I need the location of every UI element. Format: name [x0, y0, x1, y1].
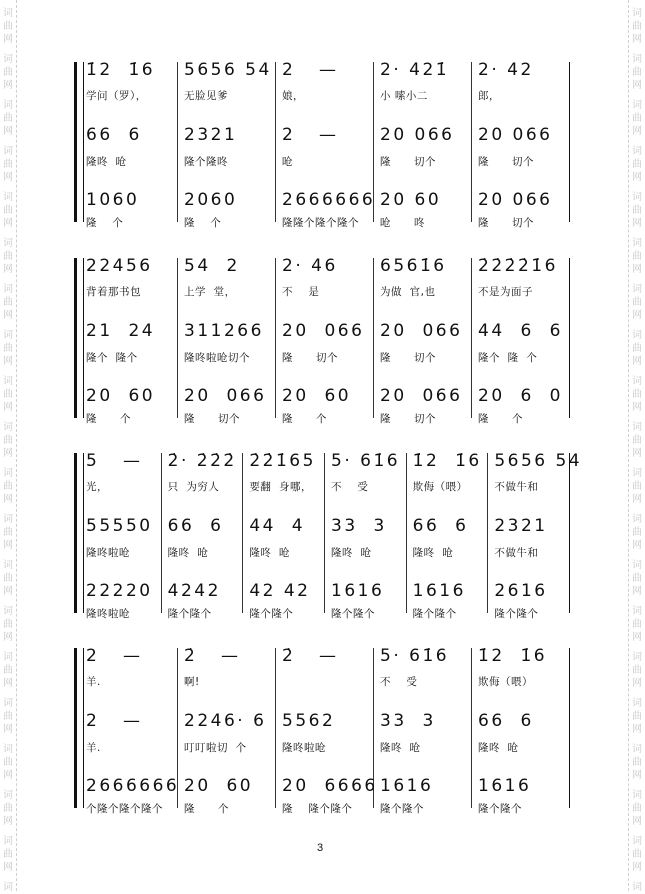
watermark-char: 网	[3, 632, 13, 643]
watermark-char: 曲	[632, 205, 642, 216]
measure	[178, 646, 276, 815]
second-part-lyric: 隆 切个	[380, 352, 437, 364]
melody-lyric: 不是为面子	[478, 286, 533, 298]
watermark-char: 网	[3, 770, 13, 781]
watermark-char: 网	[3, 494, 13, 505]
second-part-notes: 44 4	[249, 516, 306, 536]
measure	[325, 451, 407, 620]
watermark-char: 词	[3, 514, 13, 525]
measure	[472, 256, 570, 425]
second-part-notes: 33 3	[331, 516, 387, 536]
second-part-lyric: 呛	[282, 156, 293, 168]
watermark-char: 网	[3, 724, 13, 735]
watermark-char: 网	[3, 34, 13, 45]
percussion-notes: 22220	[86, 581, 153, 601]
watermark-char: 词	[632, 330, 642, 341]
watermark-char: 词	[632, 560, 642, 571]
watermark-char: 曲	[632, 159, 642, 170]
watermark-char: 词	[3, 100, 13, 111]
percussion-lyric: 隆 切个	[184, 413, 241, 425]
second-part-lyric: 隆个 隆 个	[478, 352, 538, 364]
percussion-notes: 20 60	[184, 776, 254, 796]
melody-notes: 1̇2 1̇6	[412, 451, 482, 471]
watermark-char: 词	[3, 468, 13, 479]
watermark-char: 曲	[3, 665, 13, 676]
watermark-right	[628, 0, 645, 891]
watermark-char: 词	[632, 836, 642, 847]
watermark-char: 词	[3, 698, 13, 709]
percussion-lyric: 隆隆个隆个隆个	[282, 217, 359, 229]
watermark-char: 词	[3, 192, 13, 203]
watermark-char: 词	[3, 238, 13, 249]
melody-lyric: 郎，	[478, 90, 500, 102]
melody-notes: 2· 46	[282, 256, 338, 276]
second-part-notes: 44 6 6	[478, 321, 563, 341]
measure	[80, 646, 180, 815]
second-part-lyric: 隆咚啦呛	[86, 547, 130, 559]
melody-lyric: 背着那书包	[86, 286, 141, 298]
percussion-lyric: 隆 个	[86, 413, 132, 425]
second-part-notes: 2321	[494, 516, 548, 536]
melody-notes: 1̇2 1̇6	[478, 646, 548, 666]
percussion-lyric: 个隆个隆个隆个	[86, 803, 163, 815]
measure	[472, 60, 570, 229]
percussion-notes: 20 066	[478, 190, 553, 210]
measure	[80, 256, 178, 425]
percussion-lyric: 隆 切个	[478, 217, 535, 229]
watermark-char: 词	[632, 790, 642, 801]
watermark-char: 词	[632, 882, 642, 893]
measure	[276, 256, 374, 425]
second-part-notes: 20 066	[380, 321, 463, 341]
melody-notes: 2· 42	[478, 60, 534, 80]
watermark-char: 网	[3, 816, 13, 827]
melody-notes: 2· 421̇	[380, 60, 450, 80]
watermark-char: 网	[632, 678, 642, 689]
watermark-char: 词	[632, 422, 642, 433]
watermark-char: 网	[3, 80, 13, 91]
measure	[162, 451, 244, 620]
percussion-lyric: 隆 隆个隆个	[282, 803, 353, 815]
watermark-char: 曲	[3, 113, 13, 124]
percussion-lyric: 隆咚啦呛	[86, 608, 130, 620]
watermark-char: 词	[632, 376, 642, 387]
percussion-notes: 4242	[167, 581, 221, 601]
watermark-char: 曲	[632, 711, 642, 722]
second-part-lyric: 隆咚 呛	[380, 742, 421, 754]
percussion-lyric: 隆 个	[282, 413, 328, 425]
melody-lyric: 羊.	[86, 676, 101, 688]
melody-notes: 2̇2̇2̇2̇1̇6	[478, 256, 558, 276]
second-part-lyric: 隆咚 呛	[478, 742, 519, 754]
watermark-char: 曲	[632, 343, 642, 354]
watermark-char: 网	[632, 540, 642, 551]
watermark-char: 网	[632, 80, 642, 91]
page-number: 3	[317, 842, 324, 854]
measure	[80, 60, 178, 229]
watermark-char: 曲	[3, 251, 13, 262]
watermark-char: 网	[632, 126, 642, 137]
watermark-char: 网	[3, 172, 13, 183]
melody-notes: 1̇2 1̇6	[86, 60, 156, 80]
percussion-notes: 2060	[184, 190, 238, 210]
melody-lyric: 小 嗦小二	[380, 90, 428, 102]
melody-notes: 2̇ —	[184, 646, 241, 666]
percussion-notes: 20 066	[184, 386, 267, 406]
second-part-notes: 2 —	[86, 711, 143, 731]
watermark-char: 曲	[632, 803, 642, 814]
second-part-lyric: 叮叮啦切 个	[184, 742, 247, 754]
percussion-lyric: 隆个隆个	[478, 803, 522, 815]
measure	[276, 60, 376, 229]
percussion-notes: 20 60	[380, 190, 442, 210]
watermark-char: 词	[3, 836, 13, 847]
second-part-lyric: 隆咚 呛	[86, 156, 127, 168]
second-part-lyric: 不做牛和	[494, 547, 539, 559]
melody-lyric: 要翻 身哪，	[249, 481, 313, 493]
watermark-char: 网	[3, 862, 13, 873]
watermark-char: 曲	[3, 711, 13, 722]
watermark-char: 词	[632, 192, 642, 203]
measure	[472, 646, 570, 815]
percussion-lyric: 隆 个	[184, 217, 222, 229]
watermark-char: 曲	[632, 619, 642, 630]
melody-notes: 2 —	[86, 646, 143, 666]
watermark-char: 网	[632, 448, 642, 459]
melody-notes: 2̇2̇1̇65	[249, 451, 316, 471]
percussion-lyric: 隆 切个	[380, 413, 437, 425]
melody-lyric: 只 为穷人	[167, 481, 220, 493]
second-part-notes: 33 3	[380, 711, 436, 731]
watermark-char: 曲	[632, 665, 642, 676]
melody-lyric: 学问（罗），	[86, 90, 147, 102]
watermark-char: 网	[632, 310, 642, 321]
second-part-notes: 2 —	[282, 125, 339, 145]
watermark-char: 曲	[3, 435, 13, 446]
second-part-notes: 21 24	[86, 321, 156, 341]
measure	[374, 646, 472, 815]
watermark-char: 词	[632, 698, 642, 709]
watermark-char: 词	[3, 284, 13, 295]
watermark-char: 网	[632, 402, 642, 413]
watermark-char: 曲	[3, 849, 13, 860]
watermark-char: 曲	[632, 389, 642, 400]
score-system	[74, 646, 570, 815]
percussion-notes: 20 60	[86, 386, 156, 406]
second-part-notes: 5562	[282, 711, 336, 731]
measure	[276, 646, 378, 815]
watermark-char: 网	[632, 632, 642, 643]
second-part-lyric: 隆 切个	[282, 352, 339, 364]
watermark-char: 曲	[3, 803, 13, 814]
measure	[374, 60, 472, 229]
second-part-lyric: 隆 切个	[380, 156, 437, 168]
watermark-char: 词	[3, 422, 13, 433]
second-part-lyric: 隆个 隆个	[86, 352, 138, 364]
melody-lyric: 光，	[86, 481, 108, 493]
measure	[80, 451, 162, 620]
measure	[374, 256, 472, 425]
watermark-char: 网	[3, 402, 13, 413]
melody-notes: 5656 54	[184, 60, 272, 80]
watermark-char: 曲	[632, 251, 642, 262]
melody-lyric: 不 受	[331, 481, 369, 493]
watermark-char: 词	[632, 100, 642, 111]
watermark-char: 曲	[632, 113, 642, 124]
second-part-notes: 20 066	[478, 125, 553, 145]
percussion-lyric: 隆个隆个	[331, 608, 375, 620]
watermark-char: 曲	[3, 757, 13, 768]
melody-notes: 2 —	[282, 60, 339, 80]
measure	[178, 60, 276, 229]
watermark-char: 网	[632, 770, 642, 781]
second-part-lyric: 隆个隆咚	[184, 156, 228, 168]
melody-notes: 54 2	[184, 256, 240, 276]
percussion-lyric: 呛 咚	[380, 217, 426, 229]
watermark-char: 曲	[632, 435, 642, 446]
measure	[178, 256, 276, 425]
watermark-left	[0, 0, 17, 891]
second-part-lyric: 隆 切个	[478, 156, 535, 168]
melody-lyric: 不 是	[282, 286, 320, 298]
watermark-char: 网	[632, 816, 642, 827]
percussion-notes: 1060	[86, 190, 140, 210]
watermark-char: 曲	[3, 21, 13, 32]
melody-lyric: 不 受	[380, 676, 418, 688]
watermark-char: 网	[632, 172, 642, 183]
watermark-char: 曲	[3, 67, 13, 78]
melody-lyric: 欺侮（喂）	[412, 481, 468, 493]
watermark-char: 词	[3, 376, 13, 387]
second-part-lyric: 隆咚啦呛切个	[184, 352, 250, 364]
second-part-notes: 311266	[184, 321, 264, 341]
watermark-char: 网	[632, 356, 642, 367]
watermark-char: 词	[3, 330, 13, 341]
melody-lyric: 娘，	[282, 90, 304, 102]
watermark-char: 网	[3, 218, 13, 229]
percussion-lyric: 隆个隆个	[167, 608, 212, 620]
watermark-char: 曲	[632, 67, 642, 78]
second-part-notes: 20 066	[282, 321, 365, 341]
percussion-lyric: 隆个隆个	[494, 608, 539, 620]
percussion-lyric: 隆 个	[184, 803, 230, 815]
percussion-lyric: 隆 个	[86, 217, 124, 229]
watermark-char: 词	[632, 54, 642, 65]
second-part-notes: 2246· 6	[184, 711, 267, 731]
watermark-char: 词	[3, 8, 13, 19]
score-system	[74, 451, 583, 620]
watermark-char: 词	[632, 238, 642, 249]
second-part-notes: 66 6	[412, 516, 469, 536]
percussion-notes: 1616	[331, 581, 385, 601]
percussion-notes: 2666666	[282, 190, 376, 210]
watermark-char: 词	[632, 146, 642, 157]
melody-notes: 22456	[86, 256, 153, 276]
percussion-notes: 20 066	[380, 386, 463, 406]
percussion-notes: 20 60	[282, 386, 352, 406]
melody-lyric: 啊!	[184, 676, 200, 688]
watermark-char: 曲	[3, 297, 13, 308]
percussion-notes: 1616	[412, 581, 466, 601]
percussion-lyric: 隆 个	[478, 413, 524, 425]
watermark-char: 曲	[632, 757, 642, 768]
watermark-char: 曲	[3, 389, 13, 400]
percussion-notes: 20 6666	[282, 776, 378, 796]
watermark-char: 网	[632, 724, 642, 735]
second-part-notes: 20 066	[380, 125, 455, 145]
watermark-char: 曲	[632, 527, 642, 538]
watermark-char: 曲	[3, 205, 13, 216]
second-part-lyric: 隆咚 呛	[249, 547, 291, 559]
watermark-char: 词	[3, 146, 13, 157]
percussion-notes: 1616	[380, 776, 434, 796]
watermark-char: 词	[632, 468, 642, 479]
watermark-char: 网	[632, 494, 642, 505]
watermark-char: 词	[632, 284, 642, 295]
watermark-char: 词	[3, 606, 13, 617]
watermark-char: 曲	[632, 573, 642, 584]
watermark-char: 网	[3, 678, 13, 689]
measure	[407, 451, 489, 620]
score-system	[74, 256, 570, 425]
watermark-char: 网	[632, 218, 642, 229]
percussion-notes: 2666666	[86, 776, 180, 796]
melody-lyric: 不做牛和	[494, 481, 539, 493]
watermark-char: 词	[3, 54, 13, 65]
second-part-lyric: 隆咚 呛	[167, 547, 209, 559]
second-part-notes: 66 6	[167, 516, 224, 536]
watermark-char: 词	[3, 790, 13, 801]
melody-lyric: 无脸见爹	[184, 90, 228, 102]
melody-notes: 5656 54	[494, 451, 583, 471]
watermark-char: 词	[632, 744, 642, 755]
watermark-char: 网	[632, 862, 642, 873]
watermark-char: 网	[632, 264, 642, 275]
second-part-lyric: 隆咚啦呛	[282, 742, 326, 754]
second-part-lyric: 羊.	[86, 742, 101, 754]
watermark-char: 词	[632, 606, 642, 617]
melody-lyric: 为做 官,也	[380, 286, 436, 298]
watermark-char: 网	[3, 540, 13, 551]
watermark-char: 曲	[3, 343, 13, 354]
measure	[488, 451, 583, 620]
percussion-notes: 20 6 0	[478, 386, 563, 406]
melody-notes: 5· 61̇6	[380, 646, 450, 666]
percussion-lyric: 隆个隆个	[380, 803, 424, 815]
watermark-char: 网	[3, 126, 13, 137]
watermark-char: 曲	[3, 481, 13, 492]
melody-notes: 2̇· 2̇2̇2̇	[167, 451, 237, 471]
watermark-char: 网	[3, 356, 13, 367]
watermark-char: 词	[632, 652, 642, 663]
watermark-char: 曲	[3, 619, 13, 630]
second-part-lyric: 隆咚 呛	[331, 547, 372, 559]
watermark-char: 曲	[632, 21, 642, 32]
watermark-char: 曲	[632, 297, 642, 308]
second-part-lyric: 隆咚 呛	[412, 547, 454, 559]
second-part-notes: 66 6	[86, 125, 142, 145]
watermark-char: 词	[3, 560, 13, 571]
melody-notes: 2̇ —	[282, 646, 339, 666]
watermark-char: 网	[3, 586, 13, 597]
second-part-notes: 2321	[184, 125, 238, 145]
measure	[243, 451, 325, 620]
melody-notes: 5· 61̇6	[331, 451, 401, 471]
second-part-notes: 55550	[86, 516, 153, 536]
watermark-char: 网	[632, 586, 642, 597]
watermark-char: 网	[3, 264, 13, 275]
percussion-notes: 1616	[478, 776, 532, 796]
watermark-char: 曲	[3, 159, 13, 170]
score-system	[74, 60, 570, 229]
watermark-char: 网	[3, 448, 13, 459]
watermark-char: 词	[3, 744, 13, 755]
watermark-char: 网	[632, 34, 642, 45]
watermark-char: 曲	[3, 573, 13, 584]
watermark-char: 词	[3, 652, 13, 663]
watermark-char: 词	[632, 8, 642, 19]
melody-lyric: 欺侮（喂）	[478, 676, 533, 688]
melody-lyric: 上学 堂，	[184, 286, 236, 298]
percussion-lyric: 隆个隆个	[412, 608, 457, 620]
watermark-char: 曲	[632, 481, 642, 492]
watermark-char: 词	[3, 882, 13, 893]
watermark-char: 词	[632, 514, 642, 525]
percussion-notes: 42 42	[249, 581, 311, 601]
melody-notes: 5 —	[86, 451, 143, 471]
watermark-char: 曲	[3, 527, 13, 538]
percussion-lyric: 隆个隆个	[249, 608, 294, 620]
melody-notes: 6561̇6	[380, 256, 447, 276]
percussion-notes: 2616	[494, 581, 548, 601]
watermark-char: 网	[3, 310, 13, 321]
second-part-notes: 66 6	[478, 711, 534, 731]
watermark-char: 曲	[632, 849, 642, 860]
